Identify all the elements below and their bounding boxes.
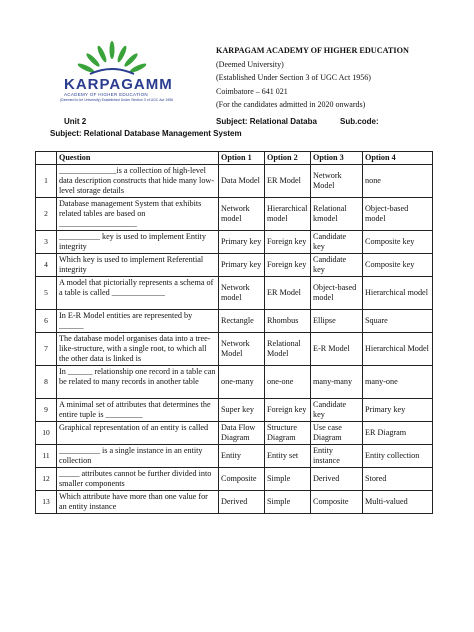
option-4: many-one — [363, 366, 433, 399]
unit-label: Unit 2 — [64, 117, 87, 126]
question-row — [36, 231, 433, 254]
logo-tagline: ACADEMY OF HIGHER EDUCATION — [64, 92, 148, 97]
question-text: A model that pictorially represents a schema of a table is called _____________ — [57, 277, 219, 310]
table-header-row — [36, 152, 433, 165]
subject-short: Subject: Relational Databa — [216, 117, 317, 126]
option-1: one-many — [219, 366, 265, 399]
option-3: Relational kmodel — [311, 198, 363, 231]
question-row — [36, 310, 433, 333]
option-3: Candidate key — [311, 399, 363, 422]
question-row — [36, 468, 433, 491]
institution-logo — [50, 40, 185, 104]
question-number: 5 — [36, 277, 57, 310]
option-3: Candidate key — [311, 231, 363, 254]
option-3: Entity instance — [311, 445, 363, 468]
question-text: __________ is a single instance in an entity collection — [57, 445, 219, 468]
subject-full: Subject: Relational Database Management System — [50, 129, 242, 138]
question-row — [36, 165, 433, 198]
option-3: Derived — [311, 468, 363, 491]
question-number: 13 — [36, 491, 57, 514]
question-text: In E-R Model entities are represented by ______ — [57, 310, 219, 333]
option-2: Structure Diagram — [265, 422, 311, 445]
question-number: 12 — [36, 468, 57, 491]
question-text: A minimal set of attributes that determines the entire tuple is _________ — [57, 399, 219, 422]
option-2: Relational Model — [265, 333, 311, 366]
question-row — [36, 422, 433, 445]
option-3: Composite — [311, 491, 363, 514]
question-number: 8 — [36, 366, 57, 399]
question-row — [36, 198, 433, 231]
option-4: Square — [363, 310, 433, 333]
header-line: (For the candidates admitted in 2020 onwards) — [216, 100, 366, 109]
option-4: Hierarchical Model — [363, 333, 433, 366]
option-2: Hierarchical model — [265, 198, 311, 231]
option-2: one-one — [265, 366, 311, 399]
header-option-2: Option 2 — [265, 152, 311, 165]
option-2: ER Model — [265, 165, 311, 198]
option-1: Network model — [219, 198, 265, 231]
question-number: 7 — [36, 333, 57, 366]
question-row — [36, 491, 433, 514]
option-4: Primary key — [363, 399, 433, 422]
question-text: Graphical representation of an entity is called — [57, 422, 219, 445]
option-1: Composite — [219, 468, 265, 491]
option-1: Primary key — [219, 254, 265, 277]
question-text: The database model organises data into a tree-like-structure, with a single root, to which all the other data is linked is — [57, 333, 219, 366]
logo-small-text: (Deemed to be University) Established Under Section 3 of UGC Act 1956 — [60, 98, 174, 102]
option-4: Entity collection — [363, 445, 433, 468]
header-option-1: Option 1 — [219, 152, 265, 165]
option-1: Derived — [219, 491, 265, 514]
option-3: Ellipse — [311, 310, 363, 333]
option-1: Network model — [219, 277, 265, 310]
question-text: Which key is used to implement Referential integrity — [57, 254, 219, 277]
question-row — [36, 277, 433, 310]
option-4: Hierarchical model — [363, 277, 433, 310]
header-line: Coimbatore – 641 021 — [216, 86, 288, 96]
option-1: Super key — [219, 399, 265, 422]
option-3: E-R Model — [311, 333, 363, 366]
option-2: Simple — [265, 468, 311, 491]
question-text: In ______ relationship one record in a table can be related to many records in another table — [57, 366, 219, 399]
question-row — [36, 366, 433, 399]
option-1: Entity — [219, 445, 265, 468]
option-2: Simple — [265, 491, 311, 514]
question-table — [35, 151, 433, 514]
header-line: (Deemed University) — [216, 59, 284, 69]
option-4: Stored — [363, 468, 433, 491]
option-4: Multi-valued — [363, 491, 433, 514]
option-4: Composite key — [363, 231, 433, 254]
option-4: Composite key — [363, 254, 433, 277]
question-row — [36, 445, 433, 468]
question-number: 3 — [36, 231, 57, 254]
option-3: Use case Diagram — [311, 422, 363, 445]
question-number: 11 — [36, 445, 57, 468]
option-2: Rhombus — [265, 310, 311, 333]
question-text: __________ key is used to implement Entity integrity — [57, 231, 219, 254]
question-text: Which attribute have more than one value for an entity instance — [57, 491, 219, 514]
option-1: Data Model — [219, 165, 265, 198]
question-number: 6 — [36, 310, 57, 333]
option-3: Candidate key — [311, 254, 363, 277]
sub-code-label: Sub.code: — [340, 117, 379, 126]
logo-leaf-icon — [50, 40, 185, 80]
header-number — [36, 152, 57, 165]
institution-header — [216, 44, 409, 112]
question-number: 10 — [36, 422, 57, 445]
option-4: Object-based model — [363, 198, 433, 231]
option-1: Data Flow Diagram — [219, 422, 265, 445]
institution-name: KARPAGAM ACADEMY OF HIGHER EDUCATION — [216, 46, 409, 55]
option-3: Network Model — [311, 165, 363, 198]
question-row — [36, 254, 433, 277]
option-4: none — [363, 165, 433, 198]
question-row — [36, 399, 433, 422]
header-option-3: Option 3 — [311, 152, 363, 165]
option-3: many-many — [311, 366, 363, 399]
header-question: Question — [57, 152, 219, 165]
question-number: 4 — [36, 254, 57, 277]
question-number: 1 — [36, 165, 57, 198]
option-2: Foreign key — [265, 399, 311, 422]
question-row — [36, 333, 433, 366]
question-text: _____ attributes cannot be further divided into smaller components — [57, 468, 219, 491]
option-2: Foreign key — [265, 254, 311, 277]
option-2: ER Model — [265, 277, 311, 310]
question-text: ______________is a collection of high-level data description constructs that hide many low-level storage details — [57, 165, 219, 198]
option-1: Network Model — [219, 333, 265, 366]
option-2: Entity set — [265, 445, 311, 468]
option-3: Object-based model — [311, 277, 363, 310]
question-number: 9 — [36, 399, 57, 422]
option-4: ER Diagram — [363, 422, 433, 445]
option-2: Foreign key — [265, 231, 311, 254]
header-line: (Established Under Section 3 of UGC Act 1956) — [216, 73, 371, 82]
question-number: 2 — [36, 198, 57, 231]
question-text: Database management System that exhibits related tables are based on ___________________ — [57, 198, 219, 231]
header-option-4: Option 4 — [363, 152, 433, 165]
option-1: Primary key — [219, 231, 265, 254]
logo-brand-text: KARPAGAMM — [64, 76, 173, 93]
option-1: Rectangle — [219, 310, 265, 333]
